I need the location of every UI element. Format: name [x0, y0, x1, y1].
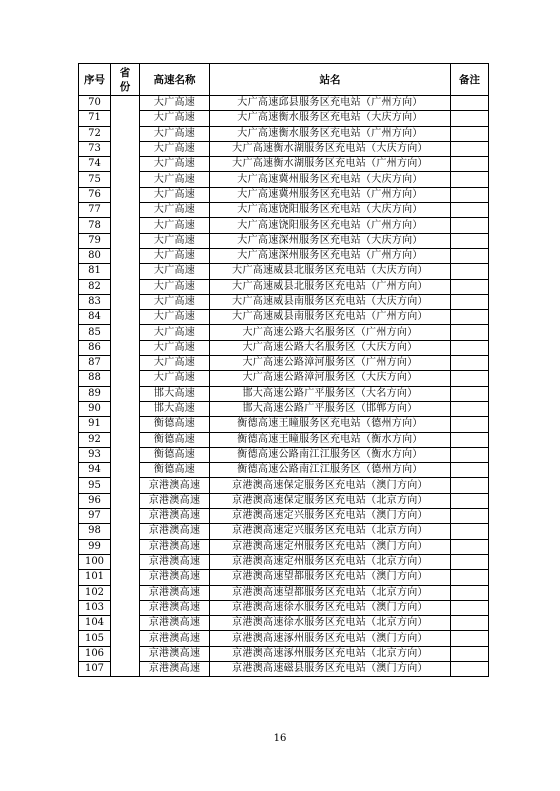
table-row: [79, 356, 489, 371]
table-row: [79, 203, 489, 218]
table-row: [79, 218, 489, 233]
header-station: 站名: [210, 64, 451, 96]
row-highway: 京港澳高速: [140, 631, 210, 646]
table-header-row: [79, 64, 489, 96]
table-row: [79, 371, 489, 386]
row-no: 80: [79, 248, 111, 263]
row-highway: 邯大高速: [140, 401, 210, 416]
table-row: [79, 157, 489, 172]
row-highway: 大广高速: [140, 248, 210, 263]
row-station: 衡德高速王瞳服务区充电站（德州方向）: [210, 417, 451, 432]
row-no: 88: [79, 371, 111, 386]
table-row: [79, 294, 489, 309]
row-note: [451, 631, 489, 646]
row-no: 98: [79, 524, 111, 539]
row-no: 95: [79, 478, 111, 493]
row-highway: 衡德高速: [140, 463, 210, 478]
row-note: [451, 386, 489, 401]
row-station: 京港澳高速望都服务区充电站（澳门方向）: [210, 570, 451, 585]
row-highway: 京港澳高速: [140, 509, 210, 524]
row-highway: 大广高速: [140, 264, 210, 279]
row-station: 大广高速公路大名服务区（广州方向）: [210, 325, 451, 340]
row-note: [451, 218, 489, 233]
row-no: 105: [79, 631, 111, 646]
row-note: [451, 646, 489, 661]
row-station: 京港澳高速涿州服务区充电站（澳门方向）: [210, 631, 451, 646]
row-highway: 京港澳高速: [140, 646, 210, 661]
row-no: 102: [79, 585, 111, 600]
table-row: [79, 187, 489, 202]
table-row: [79, 432, 489, 447]
row-no: 104: [79, 616, 111, 631]
row-station: 京港澳高速定兴服务区充电站（北京方向）: [210, 524, 451, 539]
row-highway: 大广高速: [140, 187, 210, 202]
row-no: 101: [79, 570, 111, 585]
row-highway: 大广高速: [140, 111, 210, 126]
row-note: [451, 570, 489, 585]
row-highway: 京港澳高速: [140, 585, 210, 600]
row-station: 大广高速深州服务区充电站（大庆方向）: [210, 233, 451, 248]
row-no: 94: [79, 463, 111, 478]
row-highway: 大广高速: [140, 126, 210, 141]
row-no: 73: [79, 141, 111, 156]
row-no: 76: [79, 187, 111, 202]
header-province: [111, 64, 140, 96]
row-note: [451, 661, 489, 676]
table-row: [79, 111, 489, 126]
row-note: [451, 310, 489, 325]
row-station: 大广高速深州服务区充电站（广州方向）: [210, 248, 451, 263]
row-note: [451, 111, 489, 126]
header-no: 序号: [79, 64, 111, 96]
row-station: 京港澳高速定州服务区充电站（澳门方向）: [210, 539, 451, 554]
row-station: 京港澳高速徐水服务区充电站（澳门方向）: [210, 600, 451, 615]
row-note: [451, 401, 489, 416]
table-row: [79, 126, 489, 141]
row-station: 衡德高速公路南江江服务区（衡水方向）: [210, 447, 451, 462]
header-note: 备注: [451, 64, 489, 96]
row-note: [451, 294, 489, 309]
row-highway: 京港澳高速: [140, 478, 210, 493]
row-no: 71: [79, 111, 111, 126]
table-row: [79, 554, 489, 569]
row-highway: 大广高速: [140, 279, 210, 294]
row-station: 大广高速冀州服务区充电站（大庆方向）: [210, 172, 451, 187]
row-note: [451, 141, 489, 156]
row-station: 大广高速衡水服务区充电站（大庆方向）: [210, 111, 451, 126]
row-highway: 京港澳高速: [140, 493, 210, 508]
table-row: [79, 631, 489, 646]
row-station: 京港澳高速磁县服务区充电站（澳门方向）: [210, 661, 451, 676]
row-station: 大广高速公路漳河服务区（广州方向）: [210, 356, 451, 371]
row-note: [451, 126, 489, 141]
row-highway: 大广高速: [140, 371, 210, 386]
header-highway: 高速名称: [140, 64, 210, 96]
row-note: [451, 432, 489, 447]
row-no: 93: [79, 447, 111, 462]
row-note: [451, 509, 489, 524]
row-note: [451, 172, 489, 187]
row-note: [451, 264, 489, 279]
row-station: 京港澳高速望都服务区充电站（北京方向）: [210, 585, 451, 600]
row-note: [451, 493, 489, 508]
row-no: 90: [79, 401, 111, 416]
row-no: 78: [79, 218, 111, 233]
row-station: 大广高速公路大名服务区（大庆方向）: [210, 340, 451, 355]
row-highway: 邯大高速: [140, 386, 210, 401]
table-row: [79, 233, 489, 248]
row-note: [451, 279, 489, 294]
table-row: [79, 264, 489, 279]
row-no: 72: [79, 126, 111, 141]
row-note: [451, 524, 489, 539]
row-station: 大广高速衡水湖服务区充电站（广州方向）: [210, 157, 451, 172]
row-station: 衡德高速王瞳服务区充电站（衡水方向）: [210, 432, 451, 447]
row-highway: 大广高速: [140, 310, 210, 325]
row-highway: 大广高速: [140, 325, 210, 340]
table-row: [79, 616, 489, 631]
row-station: 大广高速公路漳河服务区（大庆方向）: [210, 371, 451, 386]
station-table: [78, 63, 489, 677]
row-station: 京港澳高速涿州服务区充电站（北京方向）: [210, 646, 451, 661]
row-no: 89: [79, 386, 111, 401]
row-no: 83: [79, 294, 111, 309]
row-highway: 衡德高速: [140, 417, 210, 432]
row-highway: 大广高速: [140, 141, 210, 156]
province-cell: [111, 96, 140, 677]
page-number: 16: [273, 733, 287, 744]
table-row: [79, 141, 489, 156]
row-station: 大广高速饶阳服务区充电站（大庆方向）: [210, 203, 451, 218]
row-note: [451, 356, 489, 371]
row-no: 81: [79, 264, 111, 279]
row-no: 84: [79, 310, 111, 325]
row-station: 大广高速衡水湖服务区充电站（大庆方向）: [210, 141, 451, 156]
row-station: 大广高速威县南服务区充电站（广州方向）: [210, 310, 451, 325]
table-row: [79, 524, 489, 539]
row-note: [451, 463, 489, 478]
table-row: [79, 248, 489, 263]
row-highway: 衡德高速: [140, 447, 210, 462]
row-highway: 京港澳高速: [140, 661, 210, 676]
row-note: [451, 157, 489, 172]
row-note: [451, 600, 489, 615]
row-note: [451, 447, 489, 462]
row-highway: 京港澳高速: [140, 554, 210, 569]
row-station: 大广高速饶阳服务区充电站（广州方向）: [210, 218, 451, 233]
row-highway: 大广高速: [140, 203, 210, 218]
table-row: [79, 570, 489, 585]
row-no: 106: [79, 646, 111, 661]
table-row: [79, 493, 489, 508]
row-note: [451, 248, 489, 263]
row-station: 大广高速威县南服务区充电站（大庆方向）: [210, 294, 451, 309]
row-note: [451, 478, 489, 493]
row-station: 大广高速衡水服务区充电站（广州方向）: [210, 126, 451, 141]
row-note: [451, 340, 489, 355]
row-no: 87: [79, 356, 111, 371]
row-highway: 大广高速: [140, 294, 210, 309]
table-row: [79, 401, 489, 416]
header-province-label: 省 份: [119, 66, 131, 93]
table-row: [79, 600, 489, 615]
row-highway: 京港澳高速: [140, 600, 210, 615]
table-row: [79, 279, 489, 294]
row-no: 86: [79, 340, 111, 355]
row-highway: 大广高速: [140, 157, 210, 172]
row-highway: 大广高速: [140, 340, 210, 355]
table-row: [79, 661, 489, 676]
table-row: [79, 447, 489, 462]
row-note: [451, 233, 489, 248]
row-no: 92: [79, 432, 111, 447]
row-station: 大广高速冀州服务区充电站（广州方向）: [210, 187, 451, 202]
table-row: [79, 325, 489, 340]
row-no: 77: [79, 203, 111, 218]
row-highway: 大广高速: [140, 233, 210, 248]
row-note: [451, 539, 489, 554]
row-no: 103: [79, 600, 111, 615]
table-row: [79, 585, 489, 600]
row-highway: 京港澳高速: [140, 570, 210, 585]
row-no: 79: [79, 233, 111, 248]
row-note: [451, 554, 489, 569]
row-no: 107: [79, 661, 111, 676]
table-row: [79, 463, 489, 478]
row-highway: 大广高速: [140, 96, 210, 111]
row-note: [451, 325, 489, 340]
row-station: 京港澳高速徐水服务区充电站（北京方向）: [210, 616, 451, 631]
row-highway: 京港澳高速: [140, 539, 210, 554]
table-row: [79, 509, 489, 524]
row-note: [451, 585, 489, 600]
row-note: [451, 417, 489, 432]
row-note: [451, 616, 489, 631]
row-note: [451, 371, 489, 386]
row-note: [451, 96, 489, 111]
table-row: [79, 340, 489, 355]
table-row: [79, 539, 489, 554]
row-no: 97: [79, 509, 111, 524]
row-note: [451, 187, 489, 202]
row-station: 大广高速邱县服务区充电站（广州方向）: [210, 96, 451, 111]
row-highway: 京港澳高速: [140, 616, 210, 631]
row-no: 99: [79, 539, 111, 554]
row-station: 大广高速威县北服务区充电站（广州方向）: [210, 279, 451, 294]
row-station: 大广高速威县北服务区充电站（大庆方向）: [210, 264, 451, 279]
row-highway: 衡德高速: [140, 432, 210, 447]
table-row: [79, 96, 489, 111]
row-no: 85: [79, 325, 111, 340]
table-row: [79, 417, 489, 432]
row-no: 70: [79, 96, 111, 111]
row-note: [451, 203, 489, 218]
row-highway: 大广高速: [140, 218, 210, 233]
row-highway: 大广高速: [140, 356, 210, 371]
row-no: 96: [79, 493, 111, 508]
row-highway: 京港澳高速: [140, 524, 210, 539]
row-station: 京港澳高速定州服务区充电站（北京方向）: [210, 554, 451, 569]
row-no: 100: [79, 554, 111, 569]
row-station: 京港澳高速保定服务区充电站（北京方向）: [210, 493, 451, 508]
table-row: [79, 310, 489, 325]
table-row: [79, 172, 489, 187]
table-row: [79, 386, 489, 401]
row-no: 82: [79, 279, 111, 294]
row-station: 京港澳高速定兴服务区充电站（澳门方向）: [210, 509, 451, 524]
row-no: 75: [79, 172, 111, 187]
row-station: 衡德高速公路南江江服务区（德州方向）: [210, 463, 451, 478]
row-no: 91: [79, 417, 111, 432]
table-row: [79, 646, 489, 661]
row-station: 邯大高速公路广平服务区（邯郸方向）: [210, 401, 451, 416]
row-station: 邯大高速公路广平服务区（大名方向）: [210, 386, 451, 401]
table-row: [79, 478, 489, 493]
row-highway: 大广高速: [140, 172, 210, 187]
row-station: 京港澳高速保定服务区充电站（澳门方向）: [210, 478, 451, 493]
row-no: 74: [79, 157, 111, 172]
